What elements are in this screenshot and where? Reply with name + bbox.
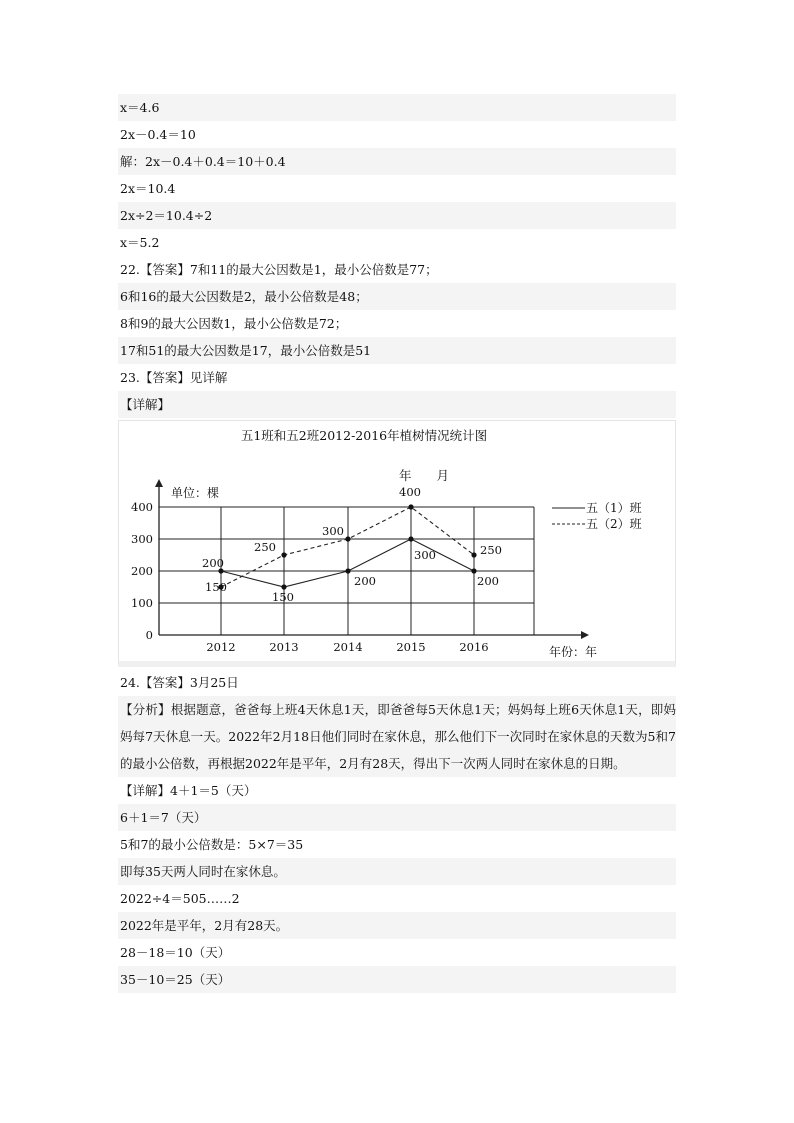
data-point xyxy=(345,536,350,541)
text-line: 解：2x－0.4＋0.4＝10＋0.4 xyxy=(118,148,676,175)
text-line: 2x＝10.4 xyxy=(120,181,176,196)
data-point xyxy=(471,568,476,573)
line-chart-container xyxy=(118,420,676,667)
y-tick-label: 100 xyxy=(131,596,153,610)
y-tick-label: 200 xyxy=(131,564,153,578)
legend-label: 五（2）班 xyxy=(586,517,642,531)
text-line: x＝4.6 xyxy=(118,94,676,121)
data-point xyxy=(281,584,286,589)
data-point xyxy=(345,568,350,573)
y-axis-arrow-icon xyxy=(155,479,163,487)
text-line: 6＋1＝7（天） xyxy=(118,804,676,831)
text-line: 【详解】4＋1＝5（天） xyxy=(120,783,257,798)
data-point xyxy=(471,552,476,557)
x-tick-label: 2013 xyxy=(269,640,299,654)
text-line: 5和7的最小公倍数是：5×7＝35 xyxy=(120,837,304,852)
data-label: 200 xyxy=(477,574,499,588)
x-tick-label: 2014 xyxy=(333,640,363,654)
data-point xyxy=(408,504,413,509)
y-axis-unit-label: 单位：棵 xyxy=(171,486,220,500)
x-axis-label: 年份：年 xyxy=(549,645,598,659)
x-tick-label: 2012 xyxy=(206,640,236,654)
y-tick-label: 400 xyxy=(131,500,153,514)
line-chart xyxy=(119,421,675,661)
data-label: 200 xyxy=(202,556,224,570)
text-line: 6和16的最大公因数是2，最小公倍数是48； xyxy=(118,283,676,310)
data-point xyxy=(408,536,413,541)
text-line: 即每35天两人同时在家休息。 xyxy=(118,858,676,885)
x-tick-label: 2016 xyxy=(459,640,489,654)
text-line: 2022年是平年，2月有28天。 xyxy=(118,912,676,939)
document-content xyxy=(118,94,676,993)
y-tick-label: 0 xyxy=(145,628,153,642)
answer-24: 24.【答案】3月25日 xyxy=(120,675,239,690)
answer-23: 23.【答案】见详解 xyxy=(120,370,228,385)
text-line: 8和9的最大公因数1，最小公倍数是72； xyxy=(120,316,348,331)
chart-title: 五1班和五2班2012-2016年植树情况统计图 xyxy=(240,428,488,443)
text-line: 2x－0.4＝10 xyxy=(120,127,196,142)
chart-ticks xyxy=(131,500,489,654)
data-label: 400 xyxy=(399,485,421,499)
detail-heading: 【详解】 xyxy=(118,391,676,418)
legend-label: 五（1）班 xyxy=(586,501,642,515)
text-line: 2x÷2＝10.4÷2 xyxy=(118,202,676,229)
data-point xyxy=(281,552,286,557)
answer-22: 22.【答案】7和11的最大公因数是1，最小公倍数是77； xyxy=(120,262,438,277)
text-line: 28－18＝10（天） xyxy=(120,945,231,960)
text-line: x＝5.2 xyxy=(120,235,160,250)
data-label: 300 xyxy=(322,524,344,538)
x-tick-label: 2015 xyxy=(396,640,426,654)
chart-legend xyxy=(552,500,642,531)
data-label: 250 xyxy=(480,543,502,557)
data-label: 300 xyxy=(414,548,436,562)
analysis-paragraph: 【分析】根据题意，爸爸每上班4天休息1天，即爸爸每5天休息1天；妈妈每上班6天休息1天，即妈妈每7天休息一天。2022年2月18日他们同时在家休息，那么他们下一次同时在家休息的天数为5和7的最小公倍数，再根据2022年是平年，2月有28天，得出下一次两人同时在家休息的日期。 xyxy=(118,696,676,777)
text-line: 35－10＝25（天） xyxy=(118,966,676,993)
data-label: 150 xyxy=(205,580,227,594)
data-label: 150 xyxy=(272,590,294,604)
data-label: 200 xyxy=(354,574,376,588)
text-line: 17和51的最大公因数是17，最小公倍数是51 xyxy=(118,337,676,364)
text-line: 2022÷4＝505……2 xyxy=(120,891,240,906)
chart-series xyxy=(202,485,502,604)
y-tick-label: 300 xyxy=(131,532,153,546)
data-label: 250 xyxy=(254,540,276,554)
x-axis-arrow-icon xyxy=(581,631,589,639)
chart-subtitle: 年 月 xyxy=(398,468,450,483)
